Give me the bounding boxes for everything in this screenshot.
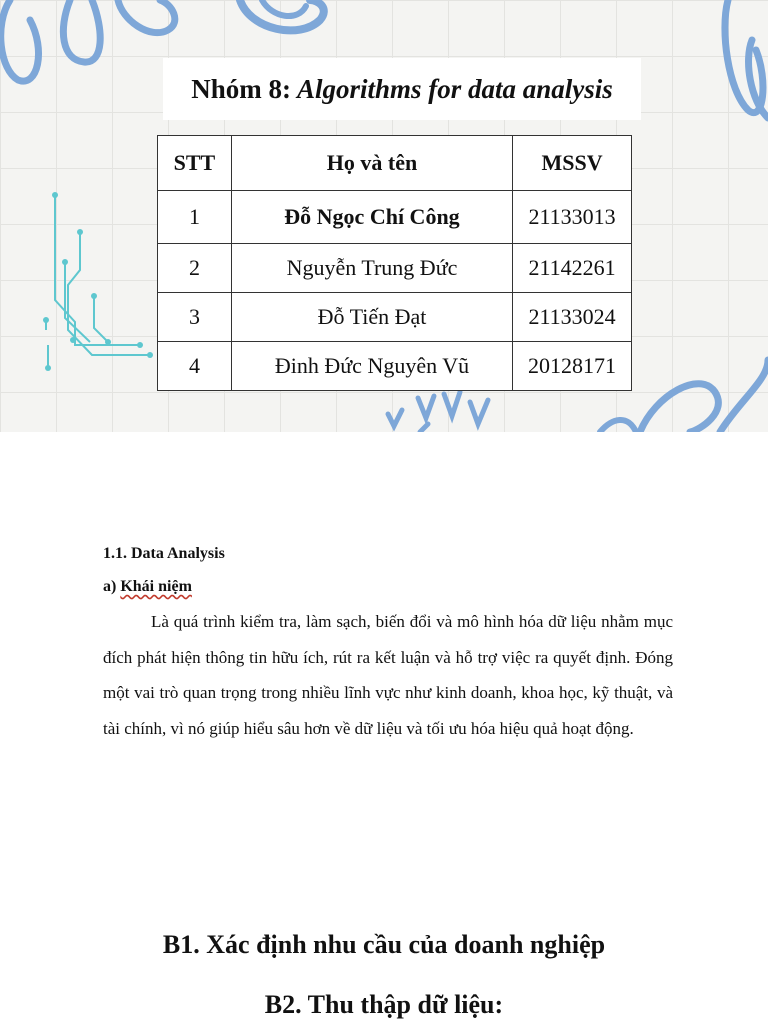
doodle-loop-top-left (1, 0, 39, 81)
definition-paragraph: Là quá trình kiểm tra, làm sạch, biến đổi và mô hình hóa dữ liệu nhằm mục đích phát hiện thông tin hữu ích, rút ra kết luận và hỗ trợ việc ra quyết định. Đóng một vai trò quan trọng trong nhiều lĩnh vực như kinh doanh, khoa học, kỹ thuật, và tài chính, vì nó giúp hiểu sâu hơn về dữ liệu và tối ưu hóa hiệu quả hoạt động. (103, 612, 673, 738)
sub-heading (103, 578, 192, 596)
circuit-decoration (46, 195, 150, 368)
cover-slide (0, 0, 768, 432)
section-heading: 1.1. Data Analysis (103, 545, 225, 562)
sub-heading-label: Khái niệm (120, 578, 192, 595)
doodle-loop-top-left-2 (63, 0, 100, 62)
slide-title-prefix: Nhóm 8: (191, 73, 291, 104)
cell-stt: 4 (158, 342, 232, 391)
slide-title (163, 58, 641, 120)
cell-stt: 3 (158, 293, 232, 342)
header-name: Họ và tên (231, 136, 512, 191)
cell-name: Nguyễn Trung Đức (231, 244, 512, 293)
doodle-curl-top (118, 0, 175, 33)
step-2-heading: B2. Thu thập dữ liệu: (264, 990, 504, 1019)
table-row (158, 244, 632, 293)
doodle-checkmarks (388, 392, 488, 426)
members-table (157, 135, 632, 391)
sub-heading-prefix: a) (103, 578, 121, 595)
header-stt: STT (158, 136, 232, 191)
cell-mssv: 21142261 (513, 244, 632, 293)
table-row (158, 342, 632, 391)
slide-title-topic: Algorithms for data analysis (296, 73, 613, 104)
cell-mssv: 21133024 (513, 293, 632, 342)
table-header-row (158, 136, 632, 191)
header-mssv: MSSV (513, 136, 632, 191)
doodle-loop-bottom-right (640, 384, 718, 432)
cell-stt: 2 (158, 244, 232, 293)
cell-stt: 1 (158, 191, 232, 244)
cell-name: Đinh Đức Nguyên Vũ (231, 342, 512, 391)
step-1-heading: B1. Xác định nhu cầu của doanh nghiệp (162, 930, 606, 959)
cell-mssv: 20128171 (513, 342, 632, 391)
cell-name: Đỗ Tiến Đạt (231, 293, 512, 342)
cell-name: Đỗ Ngọc Chí Công (231, 191, 512, 244)
table-row (158, 293, 632, 342)
document-page (0, 432, 768, 1024)
table-row (158, 191, 632, 244)
cell-mssv: 21133013 (513, 191, 632, 244)
